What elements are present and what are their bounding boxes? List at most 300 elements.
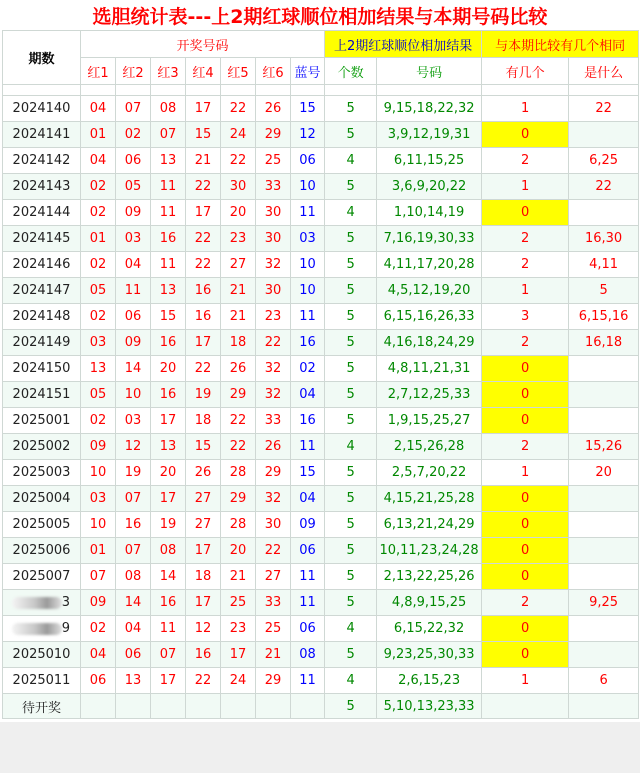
table-row [3,96,639,122]
red-ball-cell: 28 [221,512,256,538]
what-cell: 20 [569,460,639,486]
blue-ball-cell: 15 [291,460,325,486]
col-header-red1: 红1 [81,58,116,85]
count-cell: 4 [325,200,377,226]
red-ball-cell: 08 [116,564,151,590]
red-ball-cell: 14 [116,590,151,616]
red-ball-cell: 22 [186,252,221,278]
what-cell: 6 [569,668,639,694]
red-ball-cell: 29 [221,382,256,408]
count-cell: 4 [325,616,377,642]
red-ball-cell: 19 [186,382,221,408]
red-ball-cell: 01 [81,538,116,564]
table-row [3,668,639,694]
table-row [3,304,639,330]
red-ball-cell: 21 [221,564,256,590]
sheet-title: 选胆统计表---上2期红球顺位相加结果与本期号码比较 [2,4,638,30]
red-ball-cell: 32 [256,382,291,408]
red-ball-cell: 07 [116,96,151,122]
header-sum-result: 上2期红球顺位相加结果 [325,31,482,58]
empty-cell [569,694,639,719]
hits-cell: 2 [482,330,569,356]
red-ball-cell: 17 [186,96,221,122]
red-ball-cell: 11 [116,278,151,304]
blue-ball-cell: 11 [291,200,325,226]
count-cell: 4 [325,668,377,694]
what-cell [569,122,639,148]
red-ball-cell: 01 [81,122,116,148]
table-row [3,564,639,590]
red-ball-cell: 04 [81,642,116,668]
issue-cell [3,590,81,616]
sum-numbers-cell: 2,13,22,25,26 [377,564,482,590]
red-ball-cell: 25 [256,148,291,174]
count-cell: 5 [325,122,377,148]
red-ball-cell: 19 [116,460,151,486]
red-ball-cell: 14 [116,356,151,382]
hits-cell: 0 [482,512,569,538]
red-ball-cell: 25 [256,616,291,642]
red-ball-cell: 17 [151,486,186,512]
red-ball-cell: 09 [81,434,116,460]
issue-cell: 2024140 [3,96,81,122]
red-ball-cell: 04 [116,616,151,642]
hits-cell: 0 [482,382,569,408]
red-ball-cell: 20 [221,538,256,564]
sum-numbers-cell: 6,11,15,25 [377,148,482,174]
what-cell [569,642,639,668]
header-compare: 与本期比较有几个相同 [482,31,639,58]
hits-cell: 2 [482,148,569,174]
red-ball-cell: 17 [186,200,221,226]
red-ball-cell: 02 [81,252,116,278]
table-row [3,330,639,356]
red-ball-cell: 32 [256,486,291,512]
count-cell: 4 [325,148,377,174]
red-ball-cell: 06 [116,304,151,330]
empty-cell [151,694,186,719]
red-ball-cell: 13 [151,434,186,460]
table-row [3,642,639,668]
issue-cell: 2024141 [3,122,81,148]
sum-numbers-cell: 6,15,16,26,33 [377,304,482,330]
red-ball-cell: 06 [116,148,151,174]
count-cell: 5 [325,174,377,200]
table-row [3,122,639,148]
red-ball-cell: 23 [221,226,256,252]
col-header-red6: 红6 [256,58,291,85]
red-ball-cell: 16 [186,278,221,304]
sheet-footer [0,722,640,773]
red-ball-cell: 27 [186,512,221,538]
red-ball-cell: 25 [221,590,256,616]
issue-suffix: 3 [61,595,70,610]
sum-numbers-cell: 3,9,12,19,31 [377,122,482,148]
blue-ball-cell: 04 [291,382,325,408]
blue-ball-cell: 06 [291,538,325,564]
table-row [3,512,639,538]
empty-cell [482,694,569,719]
count-cell: 5 [325,304,377,330]
what-cell [569,382,639,408]
red-ball-cell: 22 [221,434,256,460]
blue-ball-cell: 11 [291,590,325,616]
red-ball-cell: 29 [221,486,256,512]
blue-ball-cell: 11 [291,564,325,590]
hits-cell: 2 [482,434,569,460]
hits-cell: 0 [482,538,569,564]
red-ball-cell: 11 [151,200,186,226]
issue-cell: 2025003 [3,460,81,486]
sum-numbers-cell: 4,8,9,15,25 [377,590,482,616]
pending-label: 待开奖 [3,694,81,719]
pending-row [3,694,639,719]
what-cell: 15,26 [569,434,639,460]
blue-ball-cell: 15 [291,96,325,122]
red-ball-cell: 18 [221,330,256,356]
red-ball-cell: 09 [81,590,116,616]
table-row [3,382,639,408]
red-ball-cell: 06 [116,642,151,668]
sum-numbers-cell: 9,23,25,30,33 [377,642,482,668]
red-ball-cell: 05 [116,174,151,200]
table-row [3,486,639,512]
red-ball-cell: 24 [221,122,256,148]
red-ball-cell: 05 [81,382,116,408]
sum-numbers-cell: 1,9,15,25,27 [377,408,482,434]
red-ball-cell: 27 [256,564,291,590]
blue-ball-cell: 16 [291,408,325,434]
red-ball-cell: 07 [151,642,186,668]
red-ball-cell: 17 [151,668,186,694]
red-ball-cell: 22 [186,174,221,200]
sum-numbers-cell: 1,10,14,19 [377,200,482,226]
red-ball-cell: 22 [186,356,221,382]
red-ball-cell: 12 [116,434,151,460]
what-cell: 5 [569,278,639,304]
red-ball-cell: 21 [221,278,256,304]
red-ball-cell: 30 [256,512,291,538]
sum-numbers-cell: 3,6,9,20,22 [377,174,482,200]
sum-numbers-cell: 7,16,19,30,33 [377,226,482,252]
sum-numbers-cell: 6,15,22,32 [377,616,482,642]
red-ball-cell: 32 [256,356,291,382]
hits-cell: 2 [482,226,569,252]
what-cell [569,486,639,512]
count-cell: 5 [325,226,377,252]
red-ball-cell: 04 [81,148,116,174]
red-ball-cell: 03 [81,486,116,512]
empty-cell [116,694,151,719]
table-row [3,356,639,382]
count-cell: 5 [325,96,377,122]
red-ball-cell: 16 [186,304,221,330]
table-row [3,538,639,564]
count-cell: 5 [325,356,377,382]
red-ball-cell: 13 [81,356,116,382]
red-ball-cell: 30 [256,226,291,252]
issue-cell: 2024144 [3,200,81,226]
what-cell [569,538,639,564]
red-ball-cell: 16 [186,642,221,668]
issue-cell: 2024145 [3,226,81,252]
hits-cell: 2 [482,252,569,278]
sum-numbers-cell: 4,5,12,19,20 [377,278,482,304]
sum-numbers-cell: 2,7,12,25,33 [377,382,482,408]
hits-cell: 1 [482,174,569,200]
pending-numbers: 5,10,13,23,33 [377,694,482,719]
blue-ball-cell: 09 [291,512,325,538]
red-ball-cell: 10 [81,460,116,486]
red-ball-cell: 07 [116,486,151,512]
table-row [3,278,639,304]
red-ball-cell: 21 [256,642,291,668]
sum-numbers-cell: 6,13,21,24,29 [377,512,482,538]
hits-cell: 3 [482,304,569,330]
red-ball-cell: 22 [256,330,291,356]
header-draw-numbers: 开奖号码 [81,31,325,58]
table-row [3,252,639,278]
what-cell: 6,15,16 [569,304,639,330]
col-header-red5: 红5 [221,58,256,85]
red-ball-cell: 07 [81,564,116,590]
col-header-red3: 红3 [151,58,186,85]
red-ball-cell: 07 [116,538,151,564]
red-ball-cell: 19 [151,512,186,538]
red-ball-cell: 29 [256,122,291,148]
red-ball-cell: 05 [81,278,116,304]
red-ball-cell: 11 [151,252,186,278]
blue-ball-cell: 12 [291,122,325,148]
red-ball-cell: 30 [256,200,291,226]
red-ball-cell: 21 [186,148,221,174]
red-ball-cell: 22 [256,538,291,564]
red-ball-cell: 26 [256,96,291,122]
red-ball-cell: 17 [221,642,256,668]
table-row [3,460,639,486]
hits-cell: 0 [482,200,569,226]
redacted-mark [12,597,62,609]
sum-numbers-cell: 4,11,17,20,28 [377,252,482,278]
red-ball-cell: 17 [186,590,221,616]
red-ball-cell: 07 [151,122,186,148]
issue-cell: 2024143 [3,174,81,200]
count-cell: 5 [325,460,377,486]
red-ball-cell: 08 [151,538,186,564]
stats-sheet [2,4,638,719]
issue-cell: 2024148 [3,304,81,330]
blue-ball-cell: 10 [291,252,325,278]
red-ball-cell: 20 [221,200,256,226]
blue-ball-cell: 11 [291,668,325,694]
what-cell: 22 [569,96,639,122]
issue-cell: 2025004 [3,486,81,512]
what-cell: 22 [569,174,639,200]
issue-suffix: 9 [61,621,70,636]
what-cell [569,356,639,382]
red-ball-cell: 26 [221,356,256,382]
red-ball-cell: 14 [151,564,186,590]
red-ball-cell: 11 [151,616,186,642]
blue-ball-cell: 06 [291,148,325,174]
count-cell: 5 [325,642,377,668]
red-ball-cell: 27 [186,486,221,512]
empty-cell [221,694,256,719]
what-cell: 9,25 [569,590,639,616]
red-ball-cell: 29 [256,668,291,694]
red-ball-cell: 16 [151,226,186,252]
red-ball-cell: 23 [256,304,291,330]
count-cell: 5 [325,252,377,278]
red-ball-cell: 02 [81,408,116,434]
issue-cell: 2024151 [3,382,81,408]
blue-ball-cell: 08 [291,642,325,668]
red-ball-cell: 16 [151,590,186,616]
red-ball-cell: 33 [256,408,291,434]
pending-count: 5 [325,694,377,719]
count-cell: 5 [325,330,377,356]
red-ball-cell: 17 [151,408,186,434]
table-row [3,200,639,226]
hits-cell: 0 [482,356,569,382]
issue-cell: 2025006 [3,538,81,564]
table-row [3,408,639,434]
red-ball-cell: 30 [221,174,256,200]
red-ball-cell: 26 [186,460,221,486]
issue-cell: 2025007 [3,564,81,590]
header-period: 期数 [3,31,81,85]
col-header-count: 个数 [325,58,377,85]
what-cell [569,564,639,590]
table-row [3,434,639,460]
red-ball-cell: 22 [186,226,221,252]
sum-numbers-cell: 2,5,7,20,22 [377,460,482,486]
red-ball-cell: 15 [186,122,221,148]
issue-cell: 2025005 [3,512,81,538]
red-ball-cell: 02 [81,200,116,226]
empty-cell [291,694,325,719]
hits-cell: 0 [482,616,569,642]
col-header-red2: 红2 [116,58,151,85]
red-ball-cell: 15 [186,434,221,460]
red-ball-cell: 02 [81,174,116,200]
issue-cell: 2025002 [3,434,81,460]
sum-numbers-cell: 2,6,15,23 [377,668,482,694]
empty-cell [81,694,116,719]
red-ball-cell: 22 [221,148,256,174]
what-cell [569,200,639,226]
count-cell: 5 [325,512,377,538]
col-header-hits: 有几个 [482,58,569,85]
red-ball-cell: 22 [221,96,256,122]
red-ball-cell: 18 [186,408,221,434]
blue-ball-cell: 06 [291,616,325,642]
hits-cell: 0 [482,486,569,512]
stats-table [2,30,639,719]
red-ball-cell: 11 [151,174,186,200]
hits-cell: 0 [482,408,569,434]
col-header-blue: 蓝号 [291,58,325,85]
red-ball-cell: 10 [81,512,116,538]
red-ball-cell: 28 [221,460,256,486]
red-ball-cell: 02 [81,304,116,330]
blue-ball-cell: 04 [291,486,325,512]
blue-ball-cell: 03 [291,226,325,252]
count-cell: 5 [325,382,377,408]
red-ball-cell: 02 [116,122,151,148]
red-ball-cell: 16 [151,330,186,356]
hits-cell: 1 [482,96,569,122]
empty-cell [256,694,291,719]
hits-cell: 0 [482,564,569,590]
hits-cell: 1 [482,278,569,304]
red-ball-cell: 03 [116,226,151,252]
what-cell [569,616,639,642]
blue-ball-cell: 10 [291,174,325,200]
red-ball-cell: 04 [116,252,151,278]
red-ball-cell: 32 [256,252,291,278]
red-ball-cell: 16 [116,512,151,538]
red-ball-cell: 06 [81,668,116,694]
red-ball-cell: 23 [221,616,256,642]
empty-cell [186,694,221,719]
red-ball-cell: 13 [151,148,186,174]
red-ball-cell: 03 [81,330,116,356]
hits-cell: 0 [482,642,569,668]
issue-cell [3,616,81,642]
red-ball-cell: 20 [151,460,186,486]
hits-cell: 2 [482,590,569,616]
red-ball-cell: 17 [186,538,221,564]
count-cell: 5 [325,564,377,590]
count-cell: 5 [325,408,377,434]
sum-numbers-cell: 4,8,11,21,31 [377,356,482,382]
red-ball-cell: 04 [81,96,116,122]
red-ball-cell: 24 [221,668,256,694]
col-header-what: 是什么 [569,58,639,85]
red-ball-cell: 27 [221,252,256,278]
what-cell [569,512,639,538]
hits-cell: 1 [482,668,569,694]
red-ball-cell: 10 [116,382,151,408]
issue-cell: 2024150 [3,356,81,382]
count-cell: 5 [325,590,377,616]
count-cell: 4 [325,434,377,460]
col-header-red4: 红4 [186,58,221,85]
red-ball-cell: 30 [256,278,291,304]
red-ball-cell: 29 [256,460,291,486]
red-ball-cell: 22 [221,408,256,434]
sum-numbers-cell: 4,16,18,24,29 [377,330,482,356]
red-ball-cell: 13 [151,278,186,304]
red-ball-cell: 03 [116,408,151,434]
red-ball-cell: 26 [256,434,291,460]
sum-numbers-cell: 9,15,18,22,32 [377,96,482,122]
what-cell: 16,18 [569,330,639,356]
hits-cell: 0 [482,122,569,148]
sum-numbers-cell: 4,15,21,25,28 [377,486,482,512]
spacer-row [3,85,639,96]
count-cell: 5 [325,278,377,304]
issue-cell: 2024146 [3,252,81,278]
blue-ball-cell: 16 [291,330,325,356]
blue-ball-cell: 11 [291,434,325,460]
red-ball-cell: 12 [186,616,221,642]
issue-cell: 2024142 [3,148,81,174]
red-ball-cell: 02 [81,616,116,642]
count-cell: 5 [325,538,377,564]
red-ball-cell: 08 [151,96,186,122]
